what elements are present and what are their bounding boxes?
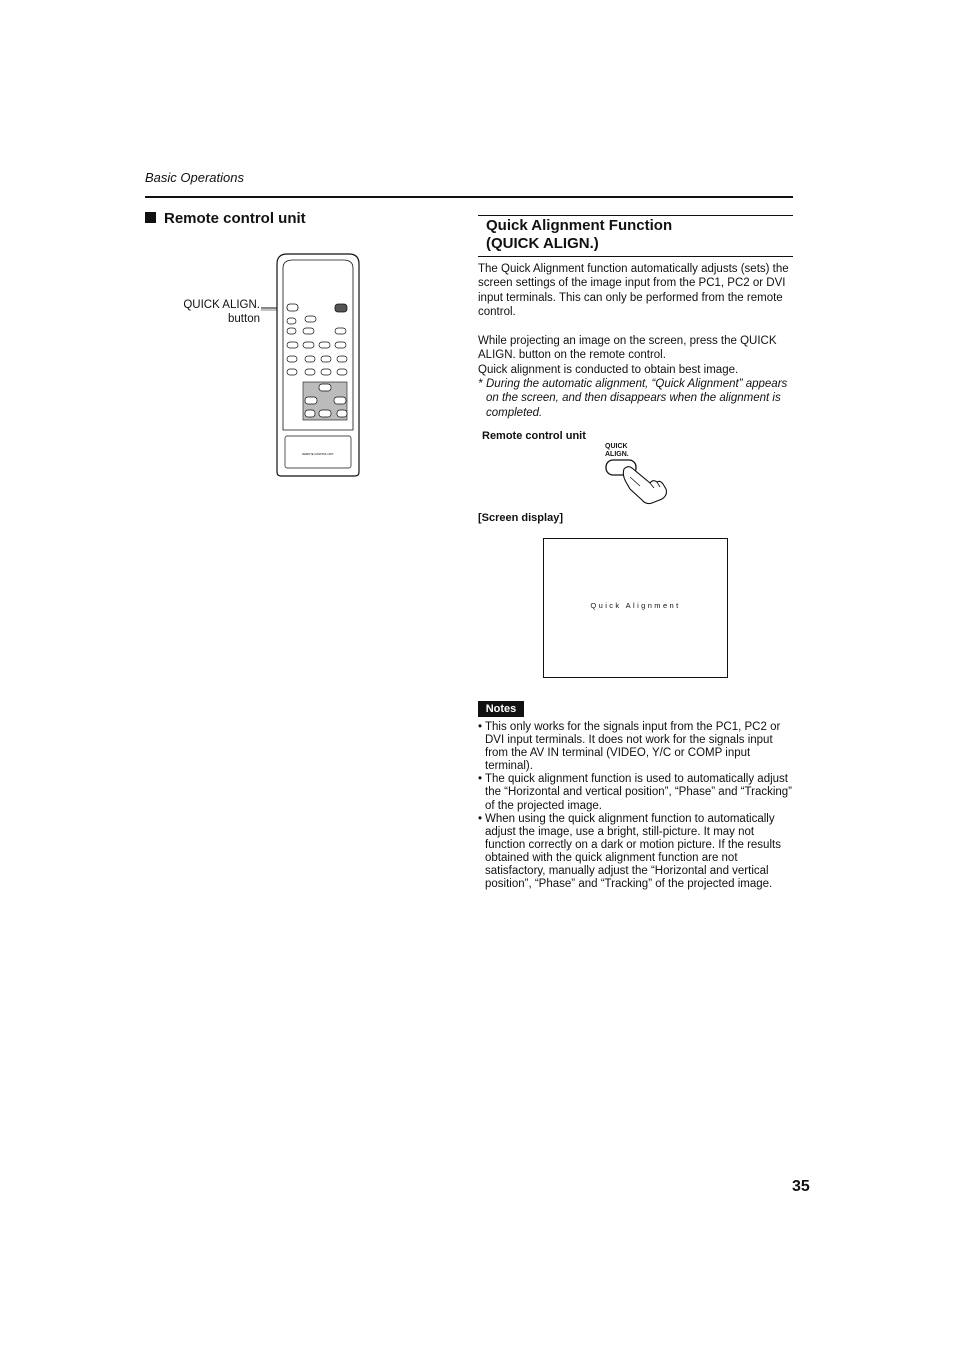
quick-align-button-label: QUICK ALIGN. bbox=[605, 443, 629, 458]
notes-list bbox=[478, 721, 796, 891]
list-item: • The quick alignment function is used to automatically adjust the “Horizontal and vertical position”, “Phase” and “Tracking” of the projected image. bbox=[478, 773, 796, 812]
note-text: During the automatic alignment, “Quick Alignment” appears on the screen, and then disappears when the alignment is completed. bbox=[486, 378, 788, 419]
square-bullet-icon bbox=[145, 212, 156, 223]
section-label: Basic Operations bbox=[145, 170, 244, 185]
result-paragraph: Quick alignment is conducted to obtain best image. bbox=[478, 364, 739, 376]
pressing-hand-icon bbox=[600, 455, 670, 505]
heading-rule-top bbox=[478, 215, 793, 216]
remote-control-subhead: Remote control unit bbox=[482, 430, 586, 442]
instruction-paragraph: While projecting an image on the screen, press the QUICK ALIGN. button on the remote control. bbox=[478, 335, 777, 362]
heading-rule-bottom bbox=[478, 256, 793, 257]
screen-text: Quick Alignment bbox=[590, 601, 681, 610]
page-number: 35 bbox=[792, 1178, 810, 1195]
alignment-note bbox=[478, 377, 796, 420]
screen-display-box bbox=[543, 538, 728, 678]
right-heading-line2: (QUICK ALIGN.) bbox=[486, 235, 599, 252]
header-rule bbox=[145, 196, 793, 198]
remote-control-illustration bbox=[255, 250, 365, 480]
right-heading-line1: Quick Alignment Function bbox=[486, 217, 673, 234]
intro-paragraph: The Quick Alignment function automatically adjusts (sets) the screen settings of the image input from the PC1, PC2 or DVI input terminals. This can only be performed from the remote control. bbox=[478, 263, 789, 319]
note-asterisk: * bbox=[478, 378, 483, 390]
screen-display-subhead: [Screen display] bbox=[478, 512, 563, 524]
quick-align-callout: QUICK ALIGN. button bbox=[183, 299, 260, 325]
list-item: • This only works for the signals input from the PC1, PC2 or DVI input terminals. It does not work for the signals input from the AV IN terminal (VIDEO, Y/C or COMP input terminal). bbox=[478, 721, 796, 773]
list-item: • When using the quick alignment function to automatically adjust the image, use a bright, still-picture. It may not function correctly on a dark or motion picture. If the results obtained with the quick alignment function are not satisfactory, manually adjust the “Horizontal and vertical position”, “Phase” and “Tracking” of the projected image. bbox=[478, 813, 796, 892]
left-heading-text: Remote control unit bbox=[164, 210, 306, 227]
right-heading bbox=[486, 217, 672, 253]
notes-badge: Notes bbox=[478, 701, 524, 717]
left-heading bbox=[145, 210, 306, 227]
remote-label: REMOTE CONTROL UNIT bbox=[302, 453, 334, 456]
